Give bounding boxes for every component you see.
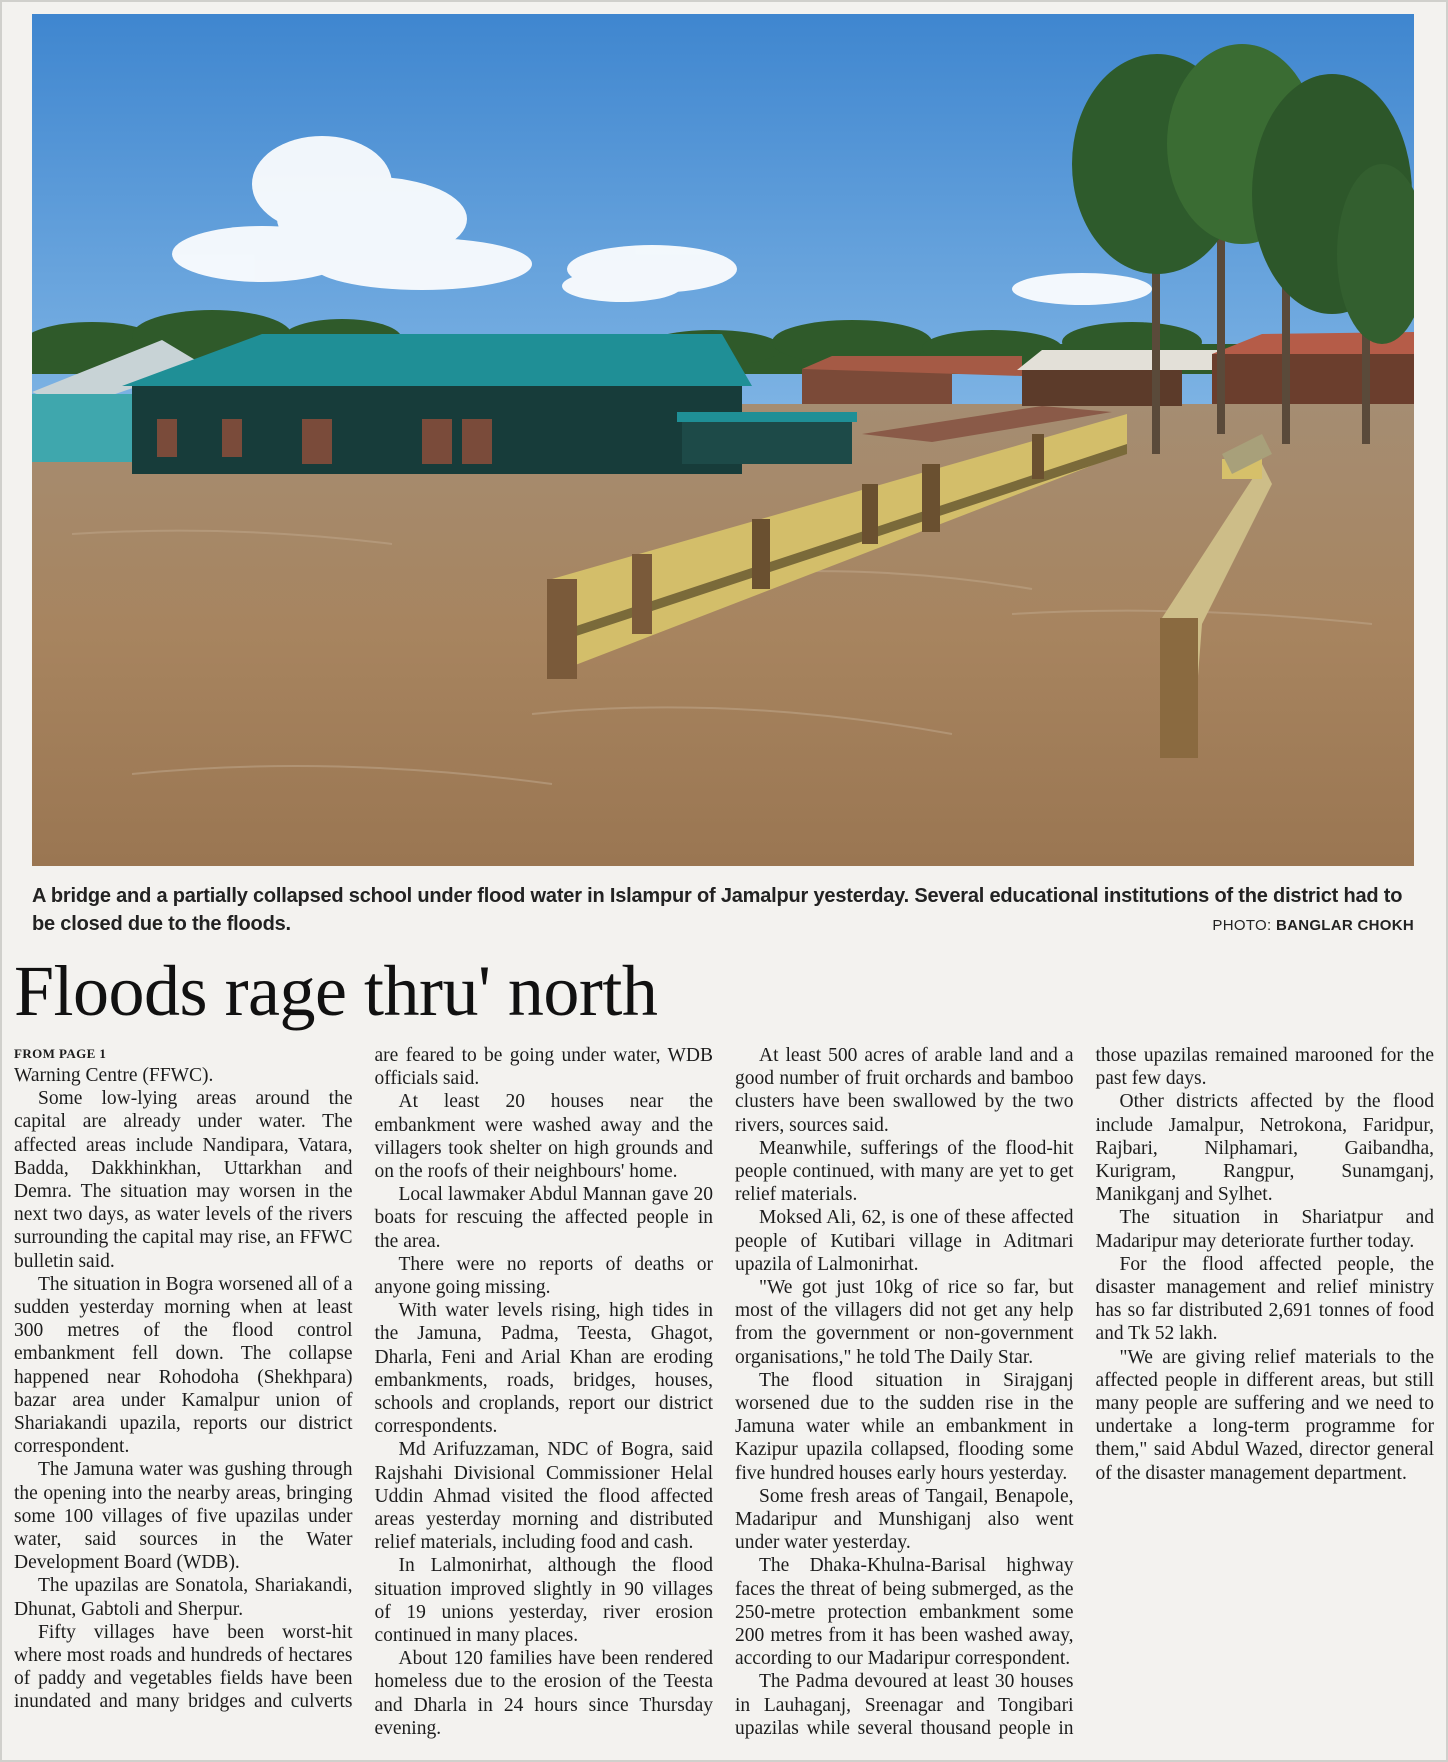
- article-paragraph: The upazilas are Sonatola, Shariakandi, Dhunat, Gabtoli and Sherpur.: [14, 1575, 353, 1620]
- school-building: [32, 334, 857, 474]
- article-paragraph: Md Arifuzzaman, NDC of Bogra, said Rajshahi Divisional Commissioner Helal Uddin Ahmad visited the flood affected areas yesterday morning and distributed relief materials, including food and cash.: [374, 1439, 713, 1554]
- article-paragraph: Local lawmaker Abdul Mannan gave 20 boats for rescuing the affected people in the area.: [374, 1184, 713, 1252]
- article-paragraph: The situation in Shariatpur and Madaripur may deteriorate further today.: [1095, 1207, 1434, 1252]
- article-paragraph: There were no reports of deaths or anyone going missing.: [374, 1253, 713, 1299]
- photo-credit: [1212, 917, 1414, 934]
- article-paragraph: For the flood affected people, the disaster management and relief ministry has so far distributed 2,691 tonnes of food and Tk 52 lakh.: [1095, 1253, 1434, 1345]
- photo-credit-name: BANGLAR CHOKH: [1275, 917, 1414, 934]
- article-paragraph: Meanwhile, sufferings of the flood-hit people continued, with many are yet to get relief materials.: [735, 1137, 1074, 1206]
- from-page-label: FROM PAGE 1: [14, 1046, 107, 1061]
- article-paragraph: Some low-lying areas around the capital are already under water. The affected areas include Nandipara, Vatara, Badda, Dakkhinkhan, Uttarkhan and Demra. The situation may worsen in the next two days, as water levels of the rivers surrounding the capital may rise, an FFWC bulletin said.: [14, 1088, 353, 1272]
- article-paragraph: "We got just 10kg of rice so far, but most of the villagers did not get any help from the government or non-government organisations," he told The Daily Star.: [735, 1277, 1074, 1368]
- headline: Floods rage thru' north: [14, 951, 658, 1031]
- article-paragraph: In Lalmonirhat, although the flood situation improved slightly in 90 villages of 19 unions yesterday, river erosion continued in many places.: [374, 1555, 713, 1647]
- article-paragraph: Some fresh areas of Tangail, Benapole, Madaripur and Munshiganj also went under water yesterday.: [735, 1485, 1074, 1554]
- article-paragraph: The Padma devoured at least 30 houses in Lauhaganj, Sreenagar and Tongibari upazilas while several thousand people in those upazilas remained marooned for the past few days.: [735, 1045, 1434, 1739]
- article-paragraph: Fifty villages have been worst-hit where most roads and hundreds of hectares of paddy and vegetables fields have been inundated and many bridges and culverts are feared to be going under water, WDB officials said.: [14, 1045, 713, 1713]
- article-paragraph: About 120 families have been rendered homeless due to the erosion of the Teesta and Dharla in 24 hours since Thursday evening.: [374, 1648, 713, 1739]
- article-paragraph: At least 500 acres of arable land and a good number of fruit orchards and bamboo clusters have been swallowed by the two rivers, sources said.: [735, 1045, 1074, 1136]
- article-paragraph: Moksed Ali, 62, is one of these affected people of Kutibari village in Aditmari upazila of Lalmonirhat.: [735, 1207, 1074, 1275]
- article-paragraph: The Dhaka-Khulna-Barisal highway faces the threat of being submerged, as the 250-metre protection embankment some 200 metres from it has been washed away, according to our Madaripur correspondent.: [735, 1555, 1074, 1670]
- article-paragraph: With water levels rising, high tides in the Jamuna, Padma, Teesta, Ghagot, Dharla, Feni and Arial Khan are eroding embankments, roads, bridges, houses, schools and croplands, report our district correspondents.: [374, 1300, 713, 1438]
- article-paragraph: Other districts affected by the flood include Jamalpur, Netrokona, Faridpur, Rajbari, Nilphamari, Gaibandha, Kurigram, Rangpur, Sunamganj, Manikganj and Sylhet.: [1095, 1091, 1434, 1206]
- photo-credit-label: PHOTO:: [1212, 917, 1272, 934]
- article-paragraph: "We are giving relief materials to the affected people in different areas, but still many people are suffering and we need to undertake a long-term programme for them," said Abdul Wazed, director general of the disaster management department.: [1095, 1346, 1434, 1484]
- flood-scene-illustration: [32, 14, 1414, 866]
- photo-caption: A bridge and a partially collapsed school under flood water in Islampur of Jamalpur yesterday. Several educational institutions of the district had to be closed due to the floods.: [32, 885, 1403, 935]
- article-paragraph: The situation in Bogra worsened all of a sudden yesterday morning when at least 300 metres of the flood control embankment fell down. The collapse happened near Rohodoha (Shekhpara) bazar area under Kamalpur union of Shariakandi upazila, reports our district correspondent.: [14, 1273, 353, 1458]
- article-paragraph: Warning Centre (FFWC).: [14, 1065, 214, 1086]
- article-paragraph: The Jamuna water was gushing through the opening into the nearby areas, bringing some 100 villages of five upazilas under water, said sources in the Water Development Board (WDB).: [14, 1459, 353, 1574]
- article-paragraph: At least 20 houses near the embankment were washed away and the villagers took shelter on high grounds and on the roofs of their neighbours' home.: [374, 1091, 713, 1183]
- article-body: [14, 1044, 1434, 1754]
- flood-photo: [32, 14, 1414, 866]
- article-paragraph: The flood situation in Sirajganj worsened due to the sudden rise in the Jamuna water while an embankment in Kazipur upazila collapsed, flooding some five hundred houses early hours yesterday.: [735, 1369, 1074, 1484]
